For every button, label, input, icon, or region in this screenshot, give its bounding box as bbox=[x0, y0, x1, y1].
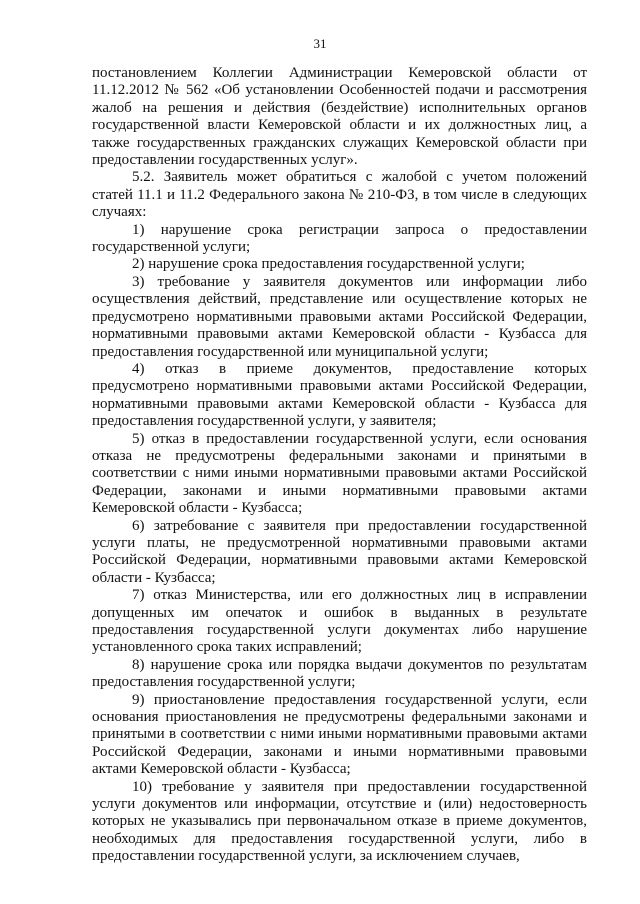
paragraph: 10) требование у заявителя при предоставлении государственной услуги документов или информации, отсутствие и (или) недостоверность которых не указывались при первоначальном отказе в приеме документов, необходимых для предоставления государственной услуги, либо в предоставлении государственной услуги, за исключением случаев, bbox=[92, 778, 587, 865]
paragraph: 4) отказ в приеме документов, предоставление которых предусмотрено нормативными правовыми актами Российской Федерации, нормативными правовыми актами Кемеровской области - Кузбасса для предоставления государственной услуги, у заявителя; bbox=[92, 360, 587, 430]
paragraph: 8) нарушение срока или порядка выдачи документов по результатам предоставления государственной услуги; bbox=[92, 656, 587, 691]
paragraph: 5.2. Заявитель может обратиться с жалобой с учетом положений статей 11.1 и 11.2 Федерального закона № 210-ФЗ, в том числе в следующих случаях: bbox=[92, 169, 587, 221]
paragraph: 7) отказ Министерства, или его должностных лиц в исправлении допущенных им опечаток и ошибок в выданных в результате предоставления государственной услуги документах либо нарушение установленного срока таких исправлений; bbox=[92, 587, 587, 656]
paragraph: 6) затребование с заявителя при предоставлении государственной услуги платы, не предусмотренной нормативными правовыми актами Российской Федерации, нормативными правовыми актами Кемеровской области - Кузбасса; bbox=[92, 517, 587, 586]
paragraph: 9) приостановление предоставления государственной услуги, если основания приостановления не предусмотрены федеральными законами и принятыми в соответствии с ними иными нормативными правовыми актами Российской Федерации, законами и иными нормативными правовыми актами Кемеровской области - Кузбасса; bbox=[92, 691, 587, 778]
paragraph: 1) нарушение срока регистрации запроса о предоставлении государственной услуги; bbox=[92, 221, 587, 256]
paragraph-continuation: постановлением Коллегии Администрации Кемеровской области от 11.12.2012 № 562 «Об установлении Особенностей подачи и рассмотрения жалоб на решения и действия (бездействие) исполнительных органов государственной власти Кемеровской области и их должностных лиц, а также государственных гражданских служащих Кемеровской области при предоставлении государственных услуг». bbox=[92, 65, 587, 169]
paragraph: 2) нарушение срока предоставления государственной услуги; bbox=[132, 256, 525, 273]
document-body bbox=[92, 65, 587, 866]
paragraph: 3) требование у заявителя документов или информации либо осуществления действий, представление или осуществление которых не предусмотрено нормативными правовыми актами Российской Федерации, нормативными правовыми актами Кемеровской области - Кузбасса для предоставления государственной или муниципальной услуги; bbox=[92, 273, 587, 360]
paragraph: 5) отказ в предоставлении государственной услуги, если основания отказа не предусмотрены федеральными законами и принятыми в соответствии с ними иными нормативными правовыми актами Российской Федерации, законами и иными нормативными правовыми актами Кемеровской области - Кузбасса; bbox=[92, 430, 587, 517]
page-number: 31 bbox=[313, 36, 327, 51]
